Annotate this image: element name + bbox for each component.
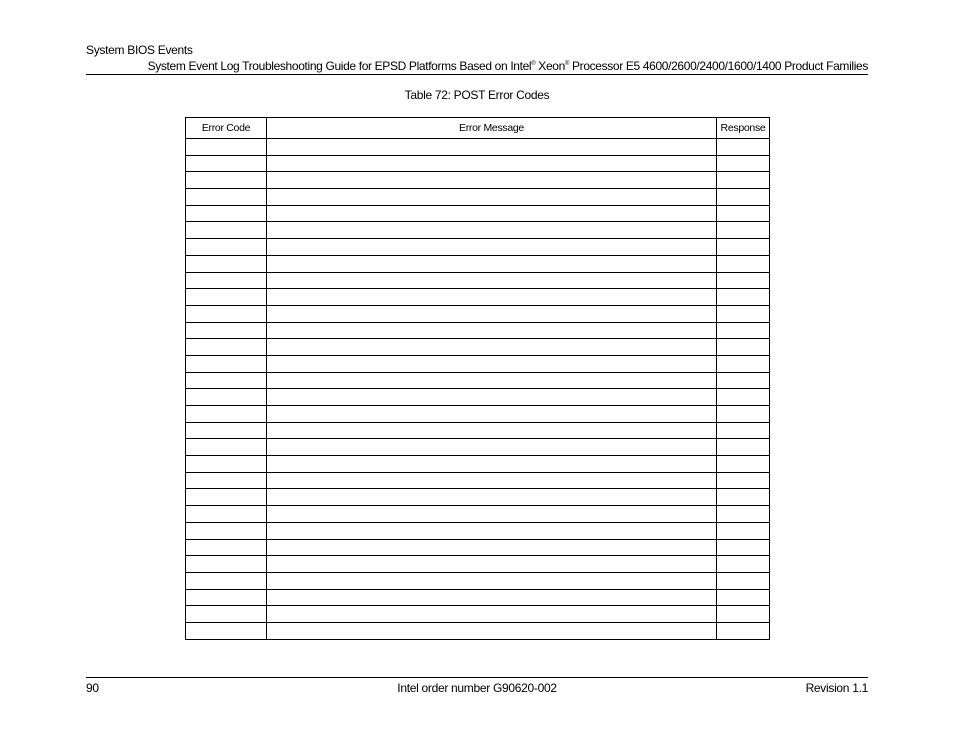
response-cell <box>717 139 770 156</box>
response-cell <box>717 489 770 506</box>
column-header-error-code: Error Code <box>186 118 267 139</box>
error-message-cell <box>267 239 717 256</box>
table-row <box>186 305 770 322</box>
post-error-codes-table <box>185 117 770 640</box>
table-row <box>186 439 770 456</box>
error-code-cell <box>186 239 267 256</box>
error-message-cell <box>267 472 717 489</box>
error-code-cell <box>186 439 267 456</box>
table-row <box>186 389 770 406</box>
table-row <box>186 289 770 306</box>
response-cell <box>717 339 770 356</box>
response-cell <box>717 255 770 272</box>
error-code-cell <box>186 572 267 589</box>
response-cell <box>717 472 770 489</box>
error-code-cell <box>186 355 267 372</box>
registered-mark: ® <box>531 61 536 67</box>
table-row <box>186 556 770 573</box>
table-header-row <box>186 118 770 139</box>
error-code-cell <box>186 556 267 573</box>
running-header-section: System BIOS Events <box>86 43 193 57</box>
response-cell <box>717 389 770 406</box>
table-row <box>186 472 770 489</box>
table-body <box>186 139 770 640</box>
table-row <box>186 339 770 356</box>
error-message-cell <box>267 406 717 423</box>
table-row <box>186 522 770 539</box>
error-code-cell <box>186 489 267 506</box>
response-cell <box>717 406 770 423</box>
response-cell <box>717 439 770 456</box>
error-message-cell <box>267 622 717 639</box>
response-cell <box>717 589 770 606</box>
table-row <box>186 372 770 389</box>
table-row <box>186 406 770 423</box>
response-cell <box>717 272 770 289</box>
error-code-cell <box>186 155 267 172</box>
error-code-cell <box>186 422 267 439</box>
title-part-3: Processor E5 4600/2600/2400/1600/1400 Product Families <box>569 59 868 73</box>
page-number: 90 <box>86 681 99 695</box>
error-message-cell <box>267 189 717 206</box>
error-message-cell <box>267 339 717 356</box>
table-caption: Table 72: POST Error Codes <box>404 88 550 102</box>
response-cell <box>717 456 770 473</box>
response-cell <box>717 355 770 372</box>
error-code-cell <box>186 539 267 556</box>
table-row <box>186 489 770 506</box>
error-code-cell <box>186 472 267 489</box>
error-code-cell <box>186 406 267 423</box>
error-message-cell <box>267 539 717 556</box>
error-message-cell <box>267 289 717 306</box>
table-row <box>186 189 770 206</box>
error-message-cell <box>267 556 717 573</box>
title-part-2: Xeon <box>535 59 565 73</box>
error-code-cell <box>186 172 267 189</box>
error-message-cell <box>267 489 717 506</box>
error-code-cell <box>186 456 267 473</box>
error-code-cell <box>186 522 267 539</box>
table-row <box>186 272 770 289</box>
table-row <box>186 222 770 239</box>
table-row <box>186 572 770 589</box>
error-message-cell <box>267 155 717 172</box>
error-message-cell <box>267 272 717 289</box>
response-cell <box>717 289 770 306</box>
error-code-cell <box>186 255 267 272</box>
table-row <box>186 506 770 523</box>
error-message-cell <box>267 506 717 523</box>
order-number: Intel order number G90620-002 <box>397 681 557 695</box>
running-header-title <box>148 59 868 73</box>
response-cell <box>717 205 770 222</box>
error-message-cell <box>267 389 717 406</box>
error-code-cell <box>186 305 267 322</box>
error-message-cell <box>267 172 717 189</box>
error-message-cell <box>267 305 717 322</box>
column-header-error-message: Error Message <box>267 118 717 139</box>
table-row <box>186 606 770 623</box>
table-row <box>186 239 770 256</box>
error-message-cell <box>267 322 717 339</box>
response-cell <box>717 622 770 639</box>
table-row <box>186 589 770 606</box>
response-cell <box>717 422 770 439</box>
header-rule <box>86 74 868 75</box>
response-cell <box>717 172 770 189</box>
error-code-cell <box>186 322 267 339</box>
column-header-response: Response <box>717 118 770 139</box>
table-row <box>186 172 770 189</box>
error-code-cell <box>186 506 267 523</box>
footer-rule <box>86 677 868 678</box>
error-message-cell <box>267 205 717 222</box>
title-part-1: System Event Log Troubleshooting Guide for EPSD Platforms Based on Intel <box>147 59 532 73</box>
table-row <box>186 355 770 372</box>
response-cell <box>717 239 770 256</box>
response-cell <box>717 305 770 322</box>
table-row <box>186 539 770 556</box>
response-cell <box>717 606 770 623</box>
error-code-cell <box>186 272 267 289</box>
error-message-cell <box>267 372 717 389</box>
table-row <box>186 422 770 439</box>
error-message-cell <box>267 606 717 623</box>
error-code-cell <box>186 139 267 156</box>
error-message-cell <box>267 422 717 439</box>
table-row <box>186 622 770 639</box>
table-row <box>186 139 770 156</box>
table-row <box>186 205 770 222</box>
table-row <box>186 456 770 473</box>
error-message-cell <box>267 589 717 606</box>
error-message-cell <box>267 139 717 156</box>
error-message-cell <box>267 522 717 539</box>
error-message-cell <box>267 255 717 272</box>
table-row <box>186 322 770 339</box>
error-code-cell <box>186 339 267 356</box>
error-code-cell <box>186 606 267 623</box>
revision: Revision 1.1 <box>805 681 868 695</box>
response-cell <box>717 322 770 339</box>
error-code-cell <box>186 622 267 639</box>
response-cell <box>717 556 770 573</box>
error-code-cell <box>186 289 267 306</box>
error-message-cell <box>267 456 717 473</box>
error-code-cell <box>186 389 267 406</box>
error-message-cell <box>267 355 717 372</box>
table-row <box>186 255 770 272</box>
response-cell <box>717 189 770 206</box>
error-code-cell <box>186 589 267 606</box>
error-code-cell <box>186 205 267 222</box>
error-message-cell <box>267 439 717 456</box>
response-cell <box>717 372 770 389</box>
response-cell <box>717 222 770 239</box>
response-cell <box>717 522 770 539</box>
error-message-cell <box>267 222 717 239</box>
response-cell <box>717 506 770 523</box>
error-code-cell <box>186 189 267 206</box>
error-code-cell <box>186 222 267 239</box>
response-cell <box>717 539 770 556</box>
response-cell <box>717 572 770 589</box>
response-cell <box>717 155 770 172</box>
error-message-cell <box>267 572 717 589</box>
error-code-cell <box>186 372 267 389</box>
registered-mark: ® <box>564 61 570 67</box>
table-row <box>186 155 770 172</box>
